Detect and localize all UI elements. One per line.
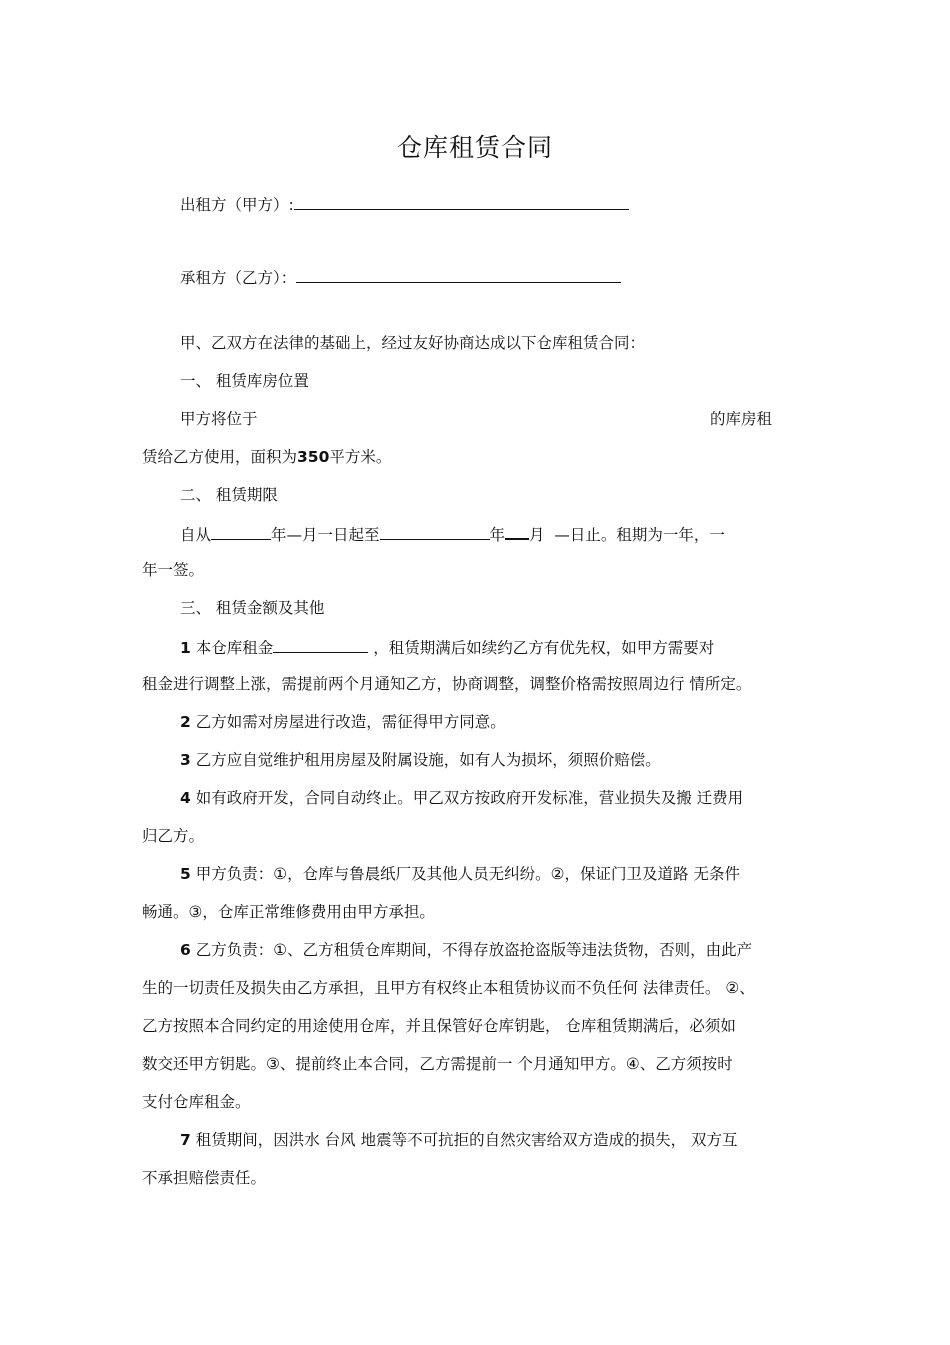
clause1-b: ，租赁期满后如续约乙方有优先权，如甲方需要对	[373, 639, 715, 657]
clause2-text: 乙方如需对房屋进行改造，需征得甲方同意。	[195, 713, 506, 731]
clause4-line1	[180, 787, 743, 809]
term-mid4: —日止。租期为一年，一	[554, 526, 725, 544]
clause1-number: 1	[180, 639, 191, 657]
clause3-number: 3	[180, 751, 191, 769]
section1-line1-b: 的库房租	[710, 410, 773, 428]
rent-blank	[273, 635, 368, 653]
clause6-line2: 生的一切责任及损失由乙方承担，且甲方有权终止本租赁协议而不负任何 法律责任。 ②、	[142, 979, 755, 997]
lessee-line	[180, 265, 621, 289]
end-year-blank	[380, 522, 490, 540]
section1-line2	[142, 446, 391, 468]
clause2-number: 2	[180, 713, 191, 731]
section2-line2: 年一签。	[142, 561, 205, 579]
clause6-line4: 数交还甲方钥匙。③、提前终止本合同，乙方需提前一 个月通知甲方。④、乙方须按时	[142, 1055, 733, 1073]
clause3-text: 乙方应自觉维护租用房屋及附属设施，如有人为损坏，须照价赔偿。	[195, 751, 661, 769]
clause6-text1: 乙方负责：①、乙方租赁仓库期间，不得存放盗抢盗版等违法货物，否则，由此产	[195, 941, 753, 959]
section1-line2-b: 平方米。	[329, 448, 392, 466]
clause4-number: 4	[180, 789, 191, 807]
clause5-line1	[180, 863, 740, 885]
clause6-line1	[180, 939, 752, 961]
clause7-line1	[180, 1129, 738, 1151]
clause6-line3: 乙方按照本合同约定的用途使用仓库，并且保管好仓库钥匙， 仓库租赁期满后，必须如	[142, 1017, 736, 1035]
clause5-number: 5	[180, 865, 191, 883]
end-month-blank	[505, 521, 529, 540]
intro-text: 甲、乙双方在法律的基础上，经过友好协商达成以下仓库租赁合同：	[180, 334, 646, 352]
clause5-line2: 畅通。③，仓库正常维修费用由甲方承担。	[142, 903, 435, 921]
clause7-text1: 租赁期间，因洪水 台风 地震等不可抗拒的自然灾害给双方造成的损失， 双方互	[195, 1131, 738, 1149]
term-from: 自从	[180, 526, 212, 544]
clause7-number: 7	[180, 1131, 191, 1149]
clause2	[180, 711, 506, 733]
section1-line2-a: 赁给乙方使用，面积为	[142, 448, 298, 466]
section1-line1-a: 甲方将位于	[180, 410, 258, 428]
clause6-line5: 支付仓库租金。	[142, 1093, 251, 1111]
start-year-blank	[211, 522, 271, 540]
lessee-label: 承租方（乙方）：	[180, 269, 297, 287]
section3-heading: 三、 租赁金额及其他	[180, 599, 325, 617]
clause1-line2: 租金进行调整上涨，需提前两个月通知乙方，协商调整，调整价格需按照周边行 情所定。	[142, 675, 752, 693]
clause4-text1: 如有政府开发，合同自动终止。甲乙双方按政府开发标准，营业损失及搬 迁费用	[195, 789, 744, 807]
lessor-label: 出租方（甲方）:	[180, 196, 294, 214]
term-mid1: 年—月一日起至	[271, 526, 380, 544]
term-mid2: 年	[489, 526, 506, 544]
clause7-line2: 不承担赔偿责任。	[142, 1169, 267, 1187]
page-title: 仓库租赁合同	[396, 133, 553, 162]
term-mid3: 月	[529, 526, 545, 544]
clause3	[180, 749, 661, 771]
clause6-number: 6	[180, 941, 191, 959]
clause1-a: 本仓库租金	[195, 639, 274, 657]
lessor-line	[180, 192, 629, 216]
section2-heading: 二、 租赁期限	[180, 486, 278, 504]
section2-line1	[180, 521, 725, 546]
area-value: 350	[297, 448, 330, 466]
section1-heading: 一、 租赁库房位置	[180, 372, 309, 390]
lessee-blank	[296, 265, 621, 283]
lessor-blank	[294, 192, 629, 210]
clause1-line1	[180, 635, 714, 659]
clause5-text1: 甲方负责：①，仓库与鲁晨纸厂及其他人员无纠纷。②，保证门卫及道路 无条件	[195, 865, 740, 883]
clause4-line2: 归乙方。	[142, 827, 205, 845]
